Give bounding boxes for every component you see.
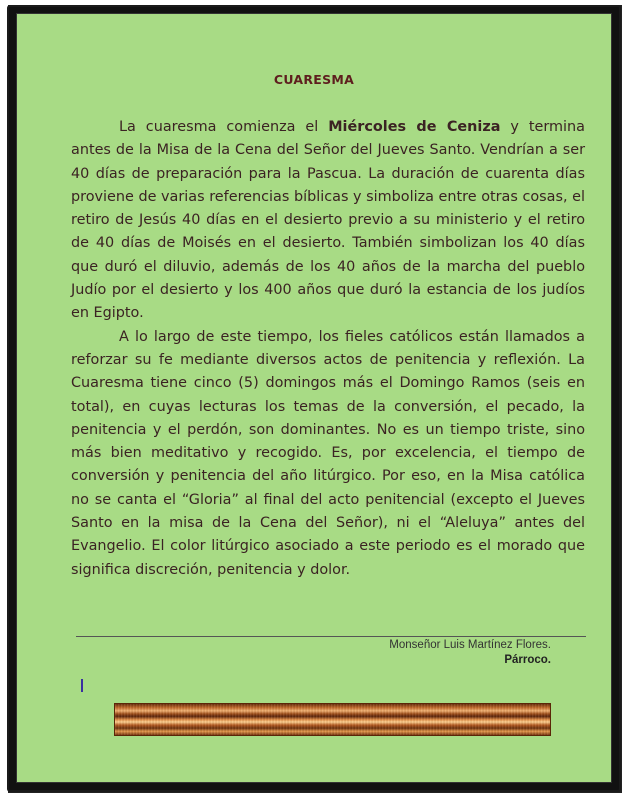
paragraph-1 — [71, 116, 585, 326]
signature-block — [389, 638, 551, 668]
paragraph-2: A lo largo de este tiempo, los fieles católicos están llamados a reforzar su fe mediante diversos actos de penitencia y reflexión. La Cuaresma tiene cinco (5) domingos más el Domingo Ramos (seis en total), en cuyas lecturas los temas de la conversión, el pecado, la penitencia y el perdón, son dominantes. No es un tiempo triste, sino más bien meditativo y recogido. Es, por excelencia, el tiempo de conversión y penitencia del año litúrgico. Por eso, en la Misa católica no se canta el “Gloria” al final del acto penitencial (excepto el Jueves Santo en la misa de la Cena del Señor), ni el “Aleluya” antes del Evangelio. El color litúrgico asociado a este periodo es el morado que significa discreción, penitencia y dolor. — [71, 328, 585, 578]
text-cursor[interactable] — [81, 679, 83, 692]
ash-wednesday-term: Miércoles de Ceniza — [328, 119, 501, 135]
decorative-copper-bar — [115, 704, 550, 735]
paragraph-1-rest: y termina antes de la Misa de la Cena del Señor del Jueves Santo. Vendrían a ser 40 días de preparación para la Pascua. La duración de cuarenta días proviene de varias referencias bíblicas y simboliza entre otras cosas, el retiro de Jesús 40 días en el desierto previo a su ministerio y el retiro de 40 días de Moisés en el desierto. También simbolizan los 40 días que duró el diluvio, además de los 40 años de la marcha del pueblo Judío por el desierto y los 400 años que duró la estancia de los judíos en Egipto. — [71, 119, 585, 322]
page-frame — [9, 6, 619, 790]
signature-name: Monseñor Luis Martínez Flores. — [389, 639, 551, 651]
document-body — [71, 116, 585, 582]
paragraph-1-start: La cuaresma comienza el — [119, 119, 329, 135]
document-title: CUARESMA — [273, 72, 355, 87]
signature-role: Párroco. — [504, 654, 551, 666]
signature-divider — [76, 636, 586, 637]
